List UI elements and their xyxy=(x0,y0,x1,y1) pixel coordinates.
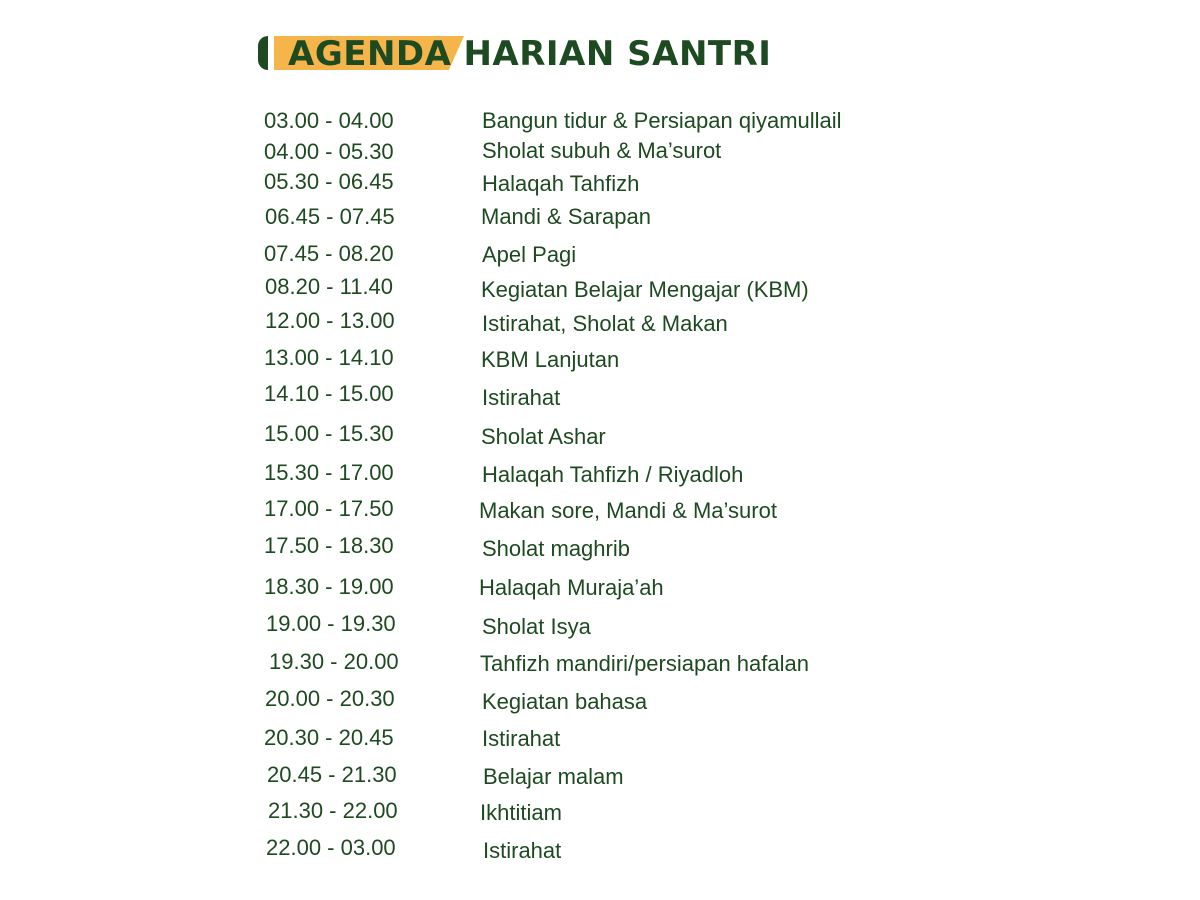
schedule-row xyxy=(0,419,1200,449)
schedule-time: 12.00 - 13.00 xyxy=(265,308,395,333)
schedule-activity: Istirahat xyxy=(482,726,561,751)
schedule-row xyxy=(0,272,1200,302)
schedule-time: 19.00 - 19.30 xyxy=(266,611,396,636)
schedule-time: 13.00 - 14.10 xyxy=(264,345,394,370)
schedule-row xyxy=(0,202,1200,232)
schedule-activity: Ikhtitiam xyxy=(480,800,562,825)
schedule-time: 19.30 - 20.00 xyxy=(269,649,399,674)
schedule-time: 18.30 - 19.00 xyxy=(264,574,394,599)
schedule-activity: Halaqah Muraja’ah xyxy=(479,575,664,600)
schedule-activity: Halaqah Tahfizh / Riyadloh xyxy=(482,462,744,487)
schedule-time: 15.00 - 15.30 xyxy=(264,421,394,446)
page-title-part2: HARIAN SANTRI xyxy=(463,34,772,74)
schedule-row xyxy=(0,379,1200,409)
schedule-row xyxy=(0,531,1200,561)
schedule-row xyxy=(0,239,1200,269)
schedule-row xyxy=(0,647,1200,677)
schedule-activity: Kegiatan bahasa xyxy=(482,689,648,714)
schedule-activity: Istirahat xyxy=(483,838,562,863)
schedule-activity: Tahfizh mandiri/persiapan hafalan xyxy=(480,651,809,676)
schedule-time: 22.00 - 03.00 xyxy=(266,835,396,860)
schedule-activity: Mandi & Sarapan xyxy=(481,204,651,229)
schedule-row xyxy=(0,609,1200,639)
schedule-activity: KBM Lanjutan xyxy=(481,347,620,372)
schedule-row xyxy=(0,494,1200,524)
schedule-activity: Bangun tidur & Persiapan qiyamullail xyxy=(482,108,842,133)
schedule-row xyxy=(0,343,1200,373)
schedule-row xyxy=(0,833,1200,863)
schedule-row xyxy=(0,137,1200,167)
schedule-time: 20.00 - 20.30 xyxy=(265,686,395,711)
schedule-row xyxy=(0,106,1200,136)
schedule-time: 17.50 - 18.30 xyxy=(264,533,394,558)
schedule-time: 06.45 - 07.45 xyxy=(265,204,395,229)
schedule-activity: Kegiatan Belajar Mengajar (KBM) xyxy=(481,277,809,302)
schedule-time: 20.30 - 20.45 xyxy=(264,725,394,750)
schedule-activity: Sholat maghrib xyxy=(482,536,630,561)
schedule-time: 03.00 - 04.00 xyxy=(264,108,394,133)
schedule-time: 05.30 - 06.45 xyxy=(264,169,394,194)
schedule-row xyxy=(0,458,1200,488)
schedule-time: 14.10 - 15.00 xyxy=(264,381,394,406)
schedule-time: 08.20 - 11.40 xyxy=(265,274,394,299)
schedule-time: 04.00 - 05.30 xyxy=(264,139,394,164)
page-title-part1: AGENDA xyxy=(288,34,452,74)
schedule-activity: Istirahat, Sholat & Makan xyxy=(482,311,728,336)
schedule-activity: Istirahat xyxy=(482,385,561,410)
schedule-activity: Halaqah Tahfizh xyxy=(482,171,640,196)
schedule-activity: Makan sore, Mandi & Ma’surot xyxy=(479,498,777,523)
schedule-row xyxy=(0,684,1200,714)
schedule-activity: Sholat Isya xyxy=(482,614,591,639)
schedule-time: 07.45 - 08.20 xyxy=(264,241,394,266)
schedule-activity: Apel Pagi xyxy=(482,242,577,267)
schedule-time: 21.30 - 22.00 xyxy=(268,798,398,823)
schedule-time: 17.00 - 17.50 xyxy=(264,496,394,521)
schedule-row xyxy=(0,572,1200,602)
schedule-row xyxy=(0,167,1200,197)
schedule-activity: Sholat subuh & Ma’surot xyxy=(482,138,722,163)
schedule-row xyxy=(0,796,1200,826)
schedule-row xyxy=(0,306,1200,336)
schedule-time: 20.45 - 21.30 xyxy=(267,762,397,787)
schedule-time: 15.30 - 17.00 xyxy=(264,460,394,485)
schedule-row xyxy=(0,760,1200,790)
schedule-row xyxy=(0,723,1200,753)
schedule-activity: Belajar malam xyxy=(483,764,624,789)
schedule-activity: Sholat Ashar xyxy=(481,424,606,449)
